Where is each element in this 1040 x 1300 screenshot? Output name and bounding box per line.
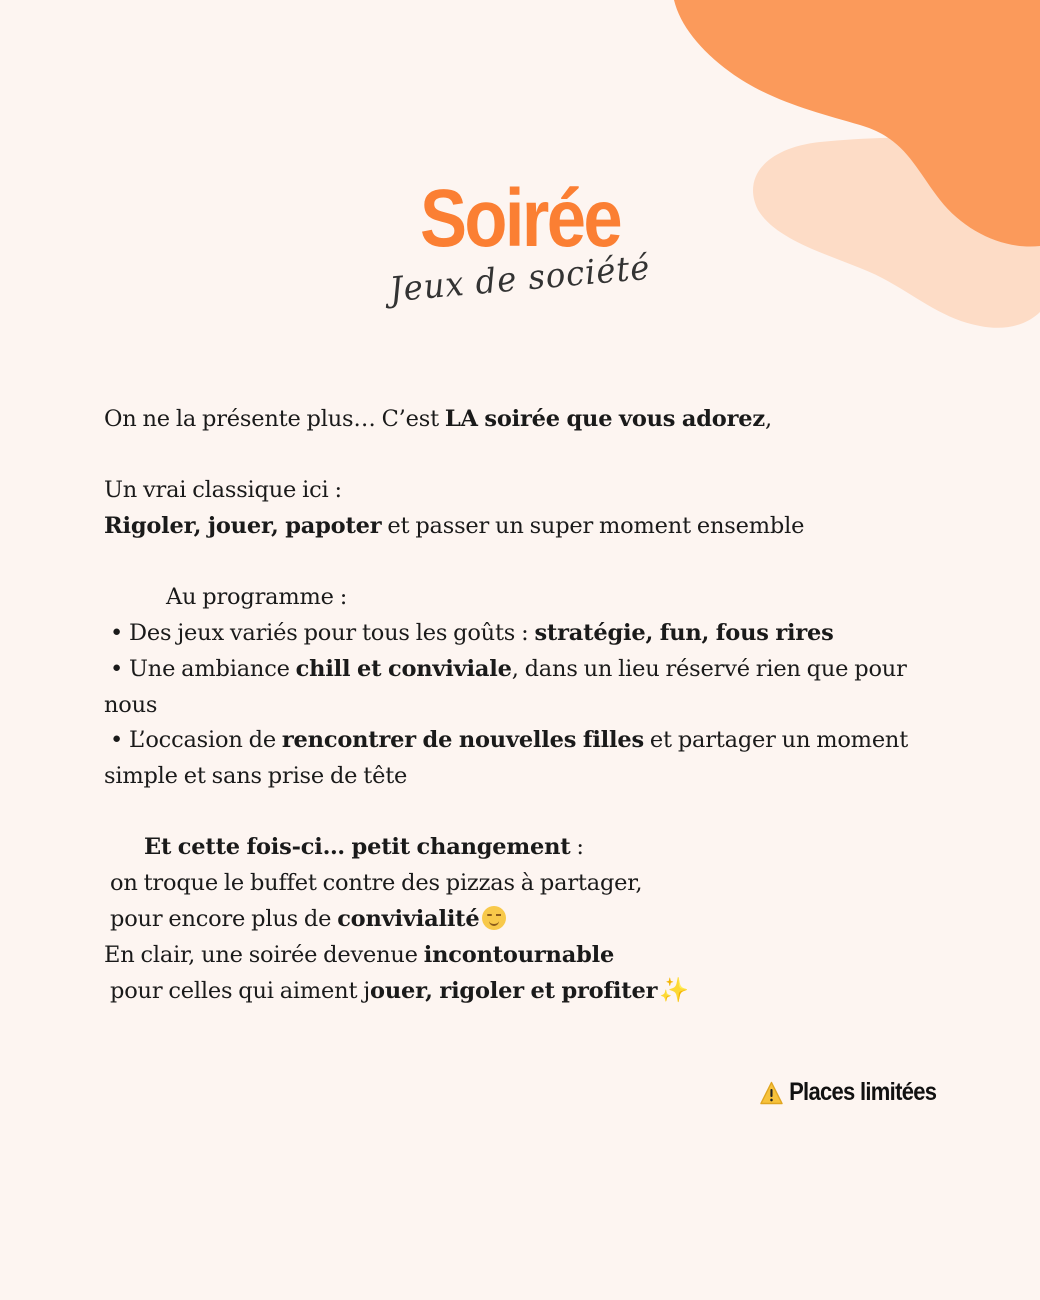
intro-punct: , <box>764 406 772 432</box>
program-item: • Une ambiance chill et conviviale, dans un lieu réservé rien que pour nous <box>104 655 907 718</box>
change-line: on troque le buffet contre des pizzas à partager, <box>110 870 643 897</box>
program-item: • L’occasion de rencontrer de nouvelles filles et partager un moment simple et sans prise de tête <box>104 727 909 789</box>
classic-paragraph <box>104 473 924 544</box>
program-item: • Des jeux variés pour tous les goûts : stratégie, fun, fous rires <box>110 620 834 647</box>
intro-paragraph <box>104 402 924 438</box>
program-heading: Au programme : <box>166 584 348 611</box>
smirking-face-icon <box>482 906 506 930</box>
classic-bold: Rigoler, jouer, papoter <box>104 513 382 540</box>
sparkles-icon: ✨ <box>659 976 689 1005</box>
places-limitees-notice <box>760 1078 936 1107</box>
intro-bold: LA soirée que vous adorez <box>444 406 765 432</box>
page-title: Soirée <box>419 173 621 264</box>
event-description <box>104 402 924 1046</box>
intro-text: On ne la présente plus… C’est <box>104 406 445 432</box>
warning-icon <box>760 1081 783 1105</box>
classic-line: Un vrai classique ici : <box>104 477 342 504</box>
program-paragraph <box>104 580 924 794</box>
places-label: Places limitées <box>788 1078 936 1106</box>
change-bold: Et cette fois-ci… petit changement <box>144 834 571 861</box>
page-subtitle: Jeux de société <box>388 247 652 311</box>
classic-text: et passer un super moment ensemble <box>381 513 805 540</box>
change-paragraph: Et cette fois-ci… petit changement : on troque le buffet contre des pizzas à partager, pour encore plus de convivialité En clair, une soirée devenue incontournable pour celles qui aiment jouer, rigoler et profiter✨ <box>104 830 924 1010</box>
